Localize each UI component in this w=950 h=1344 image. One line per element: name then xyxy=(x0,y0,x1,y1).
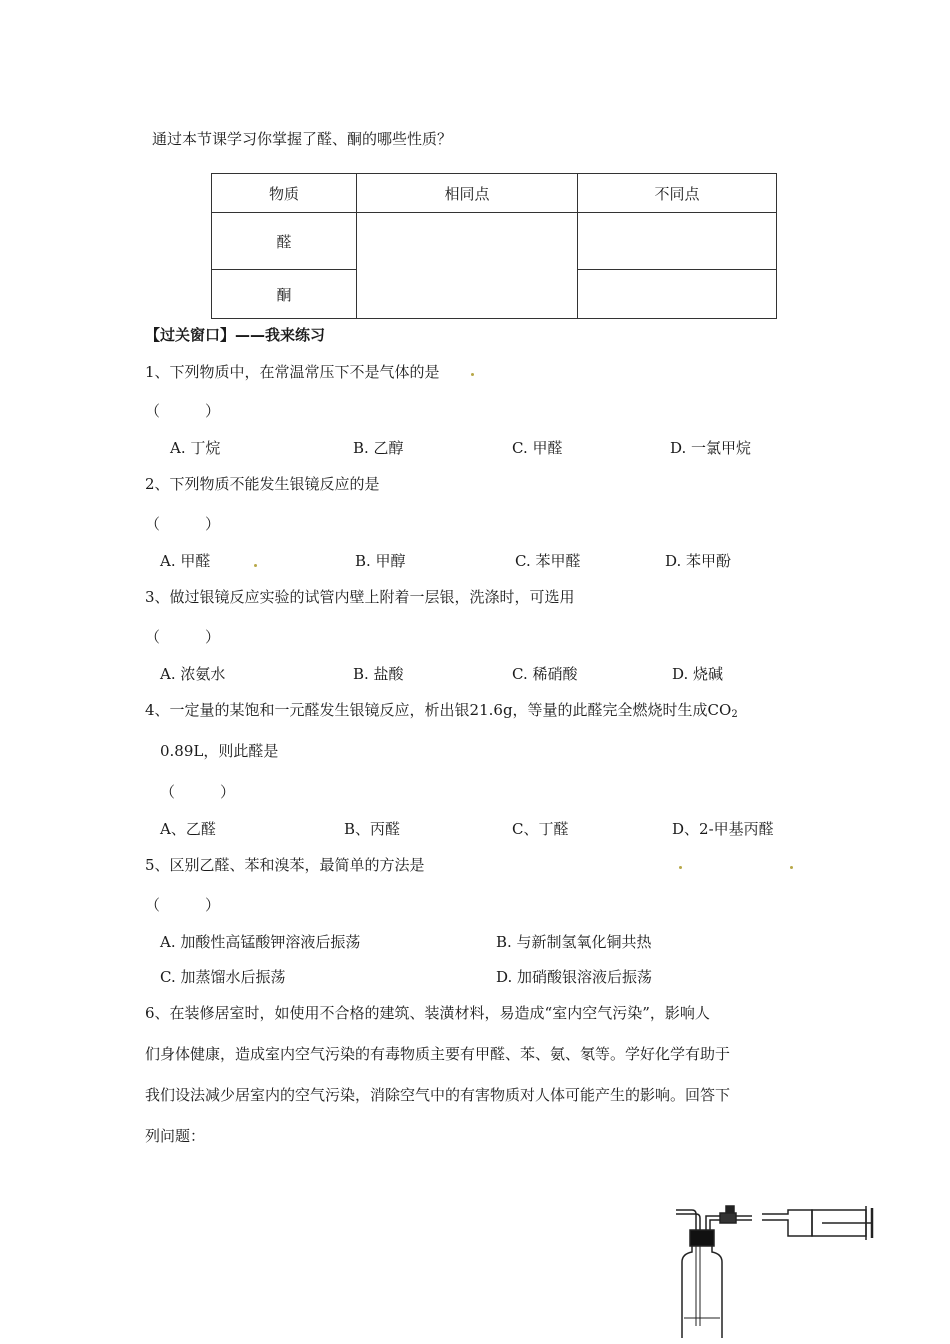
q3-stem: 3、做过银镜反应实验的试管内壁上附着一层银，洗涤时，可选用 xyxy=(145,588,575,606)
q1-option-a: A. 丁烷 xyxy=(170,439,221,457)
q2-option-d: D. 苯甲酚 xyxy=(665,552,732,570)
properties-table xyxy=(211,173,777,319)
q3-option-d: D. 烧碱 xyxy=(672,665,724,683)
q1-option-b: B. 乙醇 xyxy=(353,439,404,457)
table-header-substance: 物质 xyxy=(212,174,357,213)
q6-line-1: 6、在装修居室时，如使用不合格的建筑、装潢材料，易造成“室内空气污染”，影响人 xyxy=(145,1004,710,1022)
q4-option-b: B、丙醛 xyxy=(344,820,401,838)
q4-stem-continued: 0.89L，则此醛是 xyxy=(160,742,279,760)
q3-option-a: A. 浓氨水 xyxy=(160,665,226,683)
q1-option-c: C. 甲醛 xyxy=(512,439,563,457)
q5-option-b: B. 与新制氢氧化铜共热 xyxy=(496,933,652,951)
q1-option-d: D. 一氯甲烷 xyxy=(670,439,752,457)
q4-stem-text: 4、一定量的某饱和一元醛发生银镜反应，析出银21.6g，等量的此醛完全燃烧时生成CO xyxy=(145,701,732,719)
q6-line-4: 列问题： xyxy=(145,1127,206,1145)
q2-option-a: A. 甲醛 xyxy=(160,552,211,570)
q4-stem xyxy=(145,699,738,720)
q1-blank: （ ） xyxy=(145,402,221,420)
q5-option-d: D. 加硝酸银溶液后振荡 xyxy=(496,968,653,986)
syringe-nozzle xyxy=(762,1210,812,1236)
table-header-difference: 不同点 xyxy=(578,174,777,213)
q2-stem: 2、下列物质不能发生银镜反应的是 xyxy=(145,475,380,493)
stray-dot xyxy=(471,373,474,376)
bottle-outline xyxy=(682,1244,722,1338)
q4-stem-subscript: 2 xyxy=(731,709,738,720)
q2-blank: （ ） xyxy=(145,515,221,533)
q4-option-c: C、丁醛 xyxy=(512,820,569,838)
q5-option-a: A. 加酸性高锰酸钾溶液后振荡 xyxy=(160,933,361,951)
q3-blank: （ ） xyxy=(145,628,221,646)
clamp xyxy=(726,1206,734,1212)
stray-dot xyxy=(254,564,257,567)
stray-dot xyxy=(679,866,682,869)
stray-dot xyxy=(790,866,793,869)
q2-option-b: B. 甲醇 xyxy=(355,552,406,570)
connector xyxy=(720,1213,736,1223)
q4-option-d: D、2-甲基丙醛 xyxy=(672,820,774,838)
gas-washing-bottle-syringe-illustration xyxy=(662,1200,892,1338)
q4-option-a: A、乙醛 xyxy=(160,820,216,838)
q6-line-3: 我们设法减少居室内的空气污染，消除空气中的有害物质对人体可能产生的影响。回答下 xyxy=(145,1086,731,1104)
q1-stem: 1、下列物质中，在常温常压下不是气体的是 xyxy=(145,363,440,381)
table-header-similarity: 相同点 xyxy=(357,174,578,213)
q3-option-b: B. 盐酸 xyxy=(353,665,404,683)
table-cell-ketone-diff xyxy=(578,270,777,319)
q5-stem: 5、区别乙醛、苯和溴苯，最简单的方法是 xyxy=(145,856,425,874)
intro-question: 通过本节课学习你掌握了醛、酮的哪些性质？ xyxy=(152,130,453,148)
table-cell-aldehyde-diff xyxy=(578,213,777,270)
table-cell-similarity xyxy=(357,213,578,319)
inlet-tube-top xyxy=(676,1210,696,1230)
q5-option-c: C. 加蒸馏水后振荡 xyxy=(160,968,286,986)
section-title: 【过关窗口】——我来练习 xyxy=(145,326,326,344)
table-row-ketone: 酮 xyxy=(212,270,357,319)
table-row-aldehyde: 醛 xyxy=(212,213,357,270)
q2-option-c: C. 苯甲醛 xyxy=(515,552,581,570)
rubber-stopper xyxy=(690,1230,714,1246)
q3-option-c: C. 稀硝酸 xyxy=(512,665,578,683)
q4-blank: （ ） xyxy=(160,783,236,801)
q6-line-2: 们身体健康，造成室内空气污染的有毒物质主要有甲醛、苯、氨、氡等。学好化学有助于 xyxy=(145,1045,731,1063)
q5-blank: （ ） xyxy=(145,896,221,914)
